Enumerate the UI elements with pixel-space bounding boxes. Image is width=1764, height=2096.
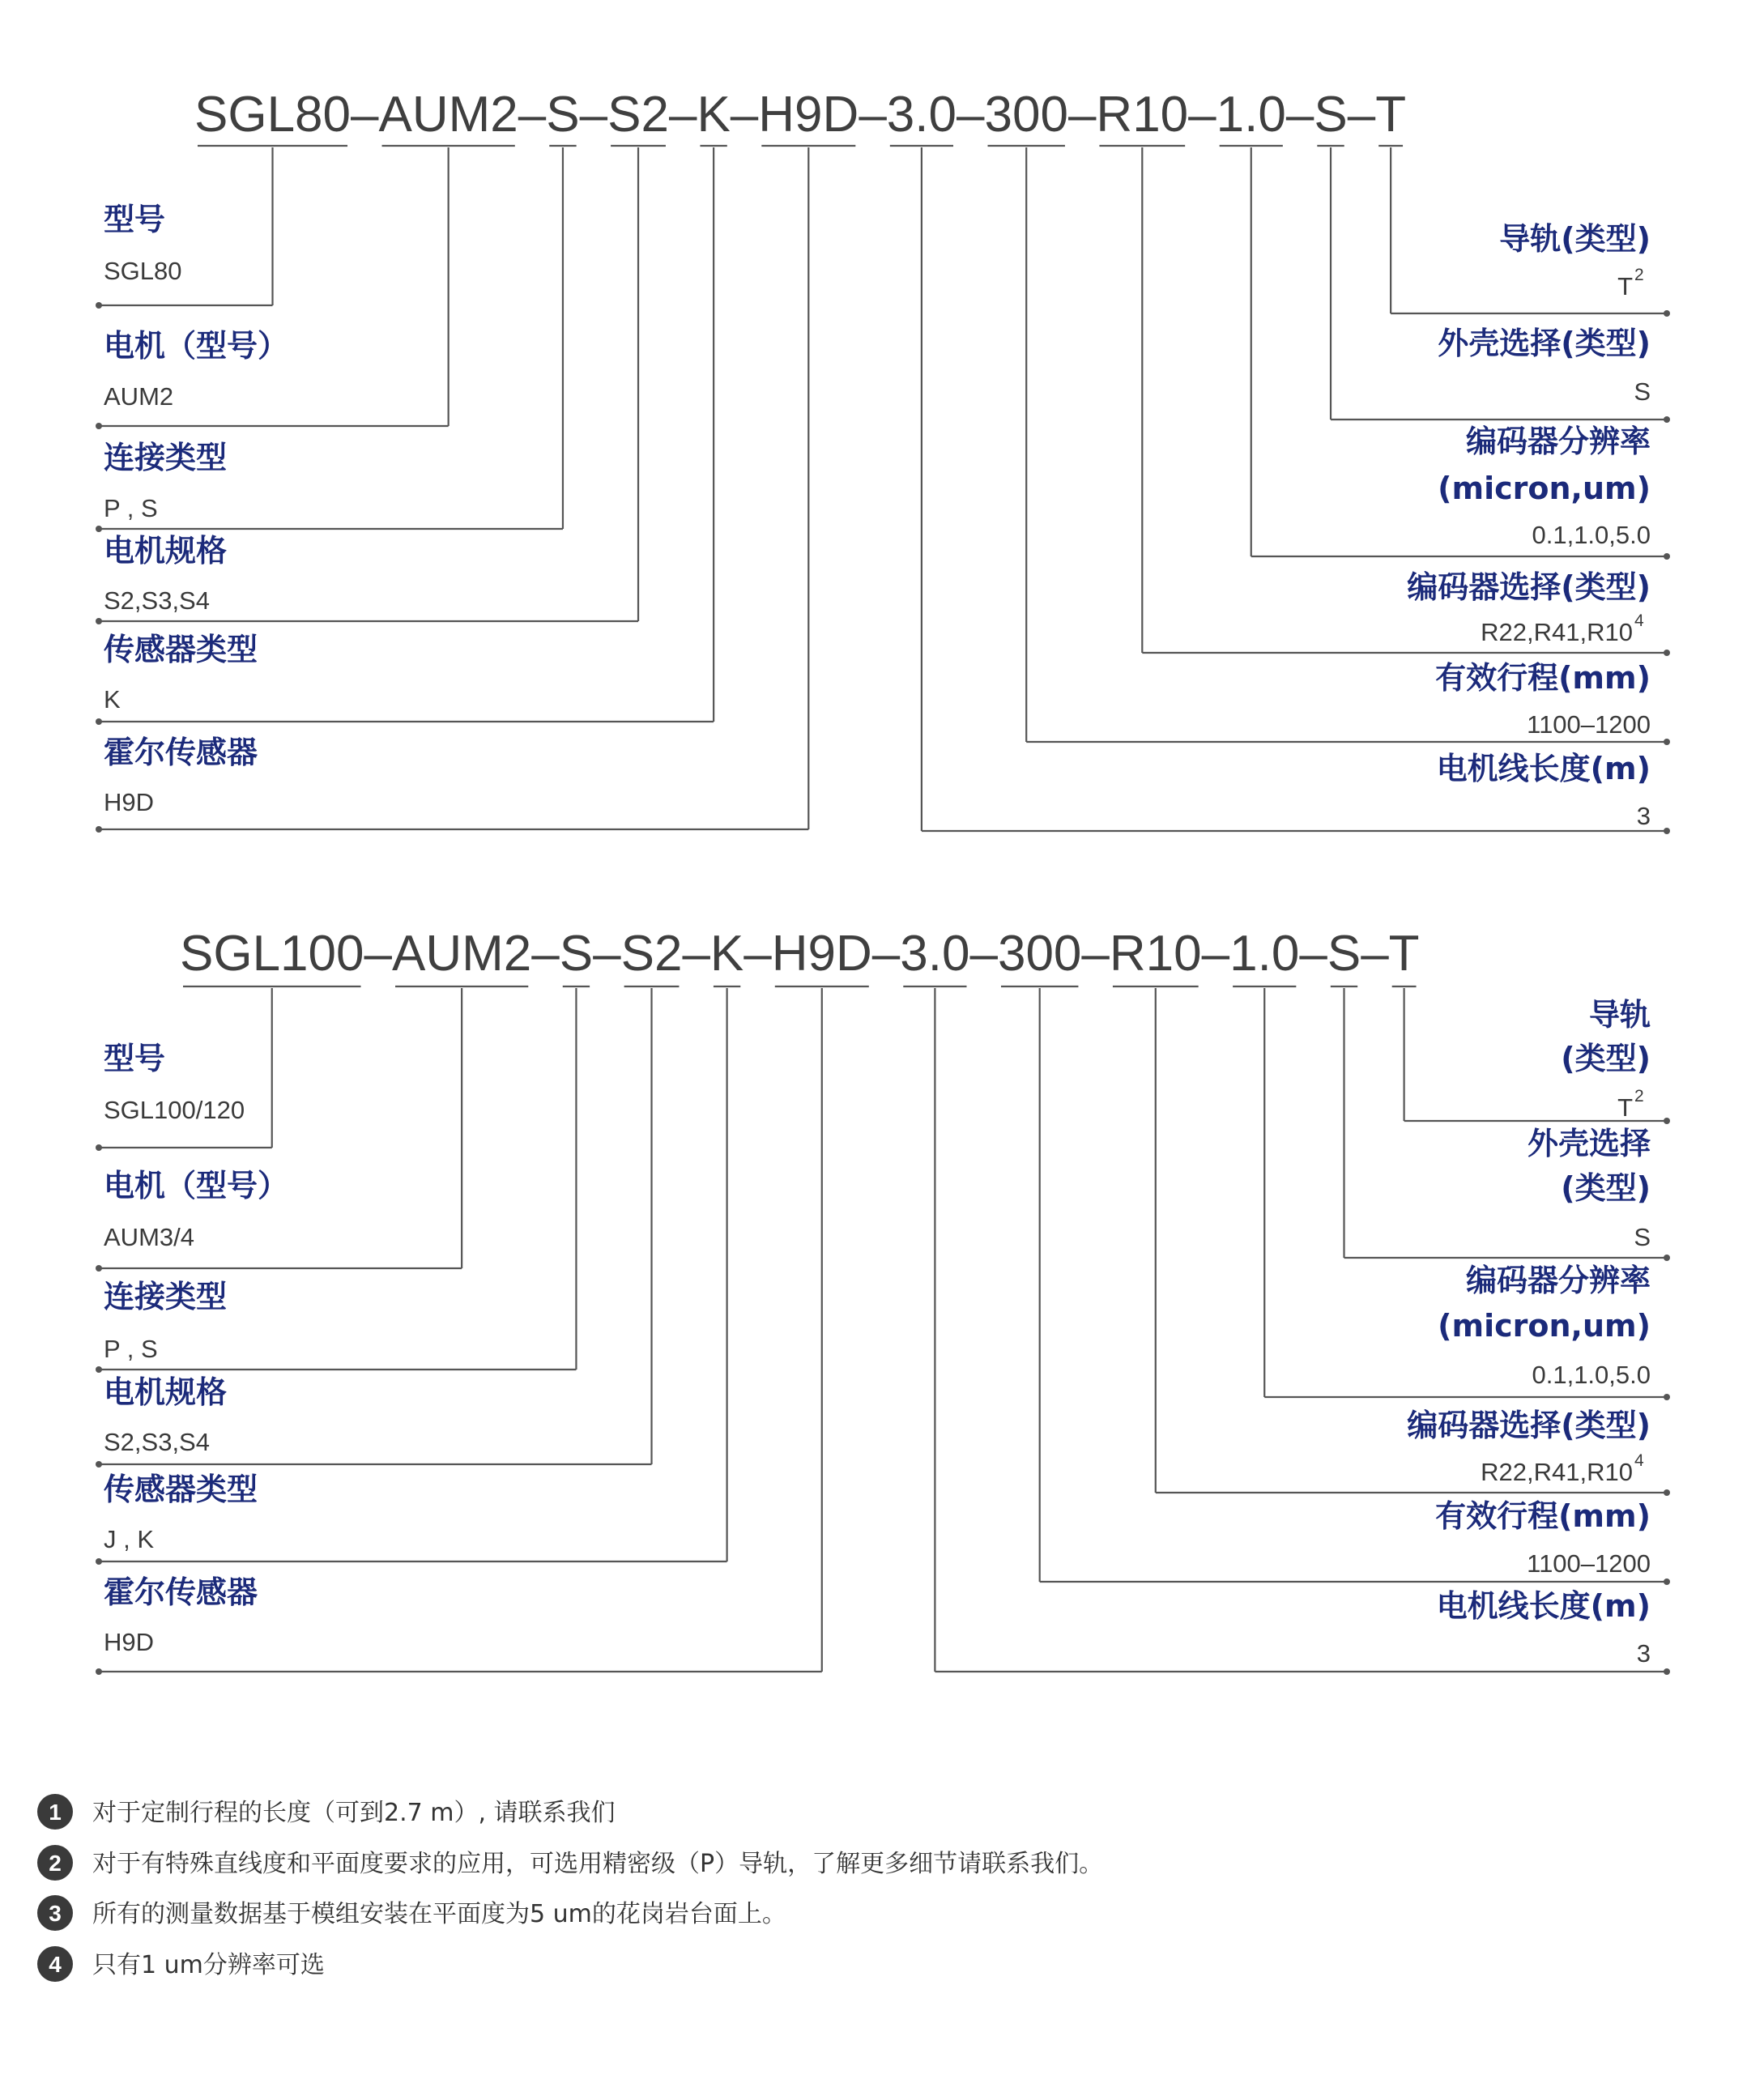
callout-label: 电机规格 [104, 1374, 228, 1410]
callout-label: 霍尔传感器 [104, 735, 258, 770]
callout-label: 有效行程(mm) [1435, 660, 1651, 696]
callout-label: 霍尔传感器 [104, 1574, 258, 1610]
code-separator: – [744, 926, 772, 982]
callout-value: AUM3/4 [104, 1223, 194, 1251]
callout-label: 电机规格 [104, 533, 228, 569]
footnote-text: 所有的测量数据基于模组安装在平面度为5 um的花岗岩台面上。 [92, 1900, 786, 1928]
code-separator: – [1067, 87, 1097, 143]
callout-label: 传感器类型 [104, 632, 258, 667]
callout-value: P , S [104, 494, 158, 522]
callout-label: 连接类型 [104, 1279, 228, 1314]
code-separator: – [593, 926, 621, 982]
code-separator: – [871, 926, 901, 982]
code-segment: 300 [984, 87, 1068, 143]
code-segment: T [1388, 926, 1420, 982]
callout-label: 外壳选择 [1527, 1126, 1651, 1161]
callout-label: (类型) [1561, 1041, 1651, 1076]
code-segment: 3.0 [900, 926, 970, 982]
callout-value: 1100–1200 [1527, 1549, 1651, 1578]
callout-label: 电机线长度(m) [1436, 751, 1651, 786]
callout-value: H9D [104, 1628, 155, 1656]
code-segment: S2 [607, 87, 669, 143]
code-segment: 3.0 [886, 87, 957, 143]
footnote-number: 4 [49, 1952, 62, 1977]
callout-label: 电机（型号） [104, 328, 289, 364]
footnote-ref: 4 [1634, 611, 1644, 630]
code-segment: S [559, 926, 594, 982]
leader-end-dot [96, 718, 102, 725]
callout-label: (micron,um) [1438, 1308, 1651, 1344]
code-separator: – [859, 87, 887, 143]
code-separator: – [1201, 926, 1230, 982]
footnotes [37, 1794, 1103, 1982]
callout-label: (类型) [1561, 1170, 1651, 1206]
code-separator: – [682, 926, 710, 982]
code-separator: – [1361, 926, 1389, 982]
callout-value: H9D [104, 788, 155, 816]
leader-end-dot [96, 302, 102, 309]
leader-end-dot [96, 1144, 102, 1151]
code-segment: S [1327, 926, 1361, 982]
callout-label: 有效行程(mm) [1435, 1498, 1651, 1534]
code-separator: – [1188, 87, 1216, 143]
callout-label: 型号 [104, 1041, 166, 1076]
code-separator: – [957, 87, 985, 143]
callout-label: 传感器类型 [104, 1472, 258, 1507]
footnote-ref: 2 [1634, 266, 1644, 284]
code-segment: SGL100 [180, 926, 364, 982]
code-segment: R10 [1109, 926, 1202, 982]
footnote-number: 2 [49, 1851, 62, 1876]
callout-value: T [1617, 1093, 1633, 1122]
footnote-text: 对于定制行程的长度（可到2.7 m）, 请联系我们 [92, 1799, 616, 1827]
code-diagram [96, 87, 1670, 834]
callout-label: (micron,um) [1438, 471, 1651, 506]
footnote-number: 3 [49, 1901, 62, 1926]
code-segment: 300 [997, 926, 1082, 982]
callout-value: S2,S3,S4 [104, 1428, 210, 1456]
leader-end-dot [1664, 310, 1670, 317]
leader-end-dot [1664, 1118, 1670, 1124]
callout-value: P , S [104, 1335, 158, 1363]
callout-value: 0.1,1.0,5.0 [1532, 521, 1651, 549]
callout-label: 外壳选择(类型) [1438, 326, 1651, 361]
code-segment: 1.0 [1216, 87, 1286, 143]
callout-value: SGL100/120 [104, 1096, 245, 1124]
callout-value: J , K [104, 1525, 155, 1553]
callout-value: S [1634, 377, 1651, 406]
callout-value: AUM2 [104, 382, 174, 411]
leader-end-dot [1664, 553, 1670, 560]
code-segment: S [1314, 87, 1348, 143]
leader-end-dot [1664, 1489, 1670, 1496]
callout-label: 电机线长度(m) [1436, 1588, 1651, 1624]
code-separator: – [668, 87, 697, 143]
leader-end-dot [96, 1668, 102, 1675]
code-diagram [96, 926, 1670, 1675]
leader-end-dot [96, 1558, 102, 1565]
leader-end-dot [1664, 650, 1670, 656]
code-segment: S [546, 87, 580, 143]
leader-end-dot [1664, 828, 1670, 834]
code-segment: H9D [771, 926, 872, 982]
code-separator: – [1285, 87, 1314, 143]
code-segment: T [1375, 87, 1407, 143]
leader-end-dot [1664, 1394, 1670, 1400]
callout-label: 导轨 [1588, 997, 1651, 1033]
callout-label: 电机（型号） [104, 1168, 289, 1203]
code-separator: – [531, 926, 560, 982]
leader-end-dot [96, 1265, 102, 1272]
callout-label: 导轨(类型) [1499, 221, 1651, 257]
footnote-text: 对于有特殊直线度和平面度要求的应用，可选用精密级（P）导轨，了解更多细节请联系我们。 [92, 1850, 1104, 1878]
leader-end-dot [96, 526, 102, 532]
code-separator: – [351, 87, 379, 143]
code-segment: AUM2 [392, 926, 532, 982]
callout-label: 连接类型 [104, 440, 228, 475]
code-segment: R10 [1096, 87, 1189, 143]
footnote-number: 1 [49, 1800, 62, 1825]
callout-value: T [1617, 272, 1633, 300]
code-separator: – [1081, 926, 1110, 982]
code-segment: AUM2 [378, 87, 518, 143]
leader-end-dot [96, 423, 102, 429]
callout-value: 0.1,1.0,5.0 [1532, 1361, 1651, 1389]
code-segment: H9D [758, 87, 859, 143]
code-segment: SGL80 [194, 87, 352, 143]
callout-value: 3 [1636, 802, 1651, 830]
code-segment: 1.0 [1229, 926, 1300, 982]
code-separator: – [730, 87, 759, 143]
footnote-text: 只有1 um分辨率可选 [92, 1951, 325, 1979]
leader-end-dot [1664, 739, 1670, 745]
callout-label: 型号 [104, 202, 166, 237]
code-separator: – [1299, 926, 1327, 982]
callout-value: 1100–1200 [1527, 710, 1651, 739]
callout-label: 编码器分辨率 [1465, 424, 1651, 459]
callout-value: S2,S3,S4 [104, 586, 210, 615]
callout-label: 编码器选择(类型) [1407, 1408, 1651, 1443]
callout-label: 编码器分辨率 [1465, 1263, 1651, 1298]
code-separator: – [579, 87, 608, 143]
leader-end-dot [96, 1461, 102, 1468]
callout-value: 3 [1636, 1639, 1651, 1668]
callout-value: R22,R41,R10 [1481, 618, 1633, 646]
code-separator: – [518, 87, 547, 143]
callout-value: K [104, 685, 121, 714]
leader-end-dot [96, 618, 102, 624]
callout-value: R22,R41,R10 [1481, 1458, 1633, 1486]
code-segment: K [709, 926, 744, 982]
leader-end-dot [1664, 1578, 1670, 1585]
leader-end-dot [96, 826, 102, 833]
leader-end-dot [96, 1366, 102, 1373]
code-separator: – [364, 926, 392, 982]
code-segment: S2 [620, 926, 683, 982]
part-number-code [194, 87, 1406, 143]
leader-end-dot [1664, 416, 1670, 423]
callout-value: S [1634, 1223, 1651, 1251]
callout-value: SGL80 [104, 257, 182, 285]
code-separator: – [1347, 87, 1376, 143]
leader-end-dot [1664, 1255, 1670, 1261]
code-segment: K [697, 87, 731, 143]
footnote-ref: 4 [1634, 1451, 1644, 1470]
leader-end-dot [1664, 1668, 1670, 1675]
part-number-code [180, 926, 1420, 982]
footnote-ref: 2 [1634, 1087, 1644, 1106]
callout-label: 编码器选择(类型) [1407, 569, 1651, 605]
code-separator: – [969, 926, 998, 982]
